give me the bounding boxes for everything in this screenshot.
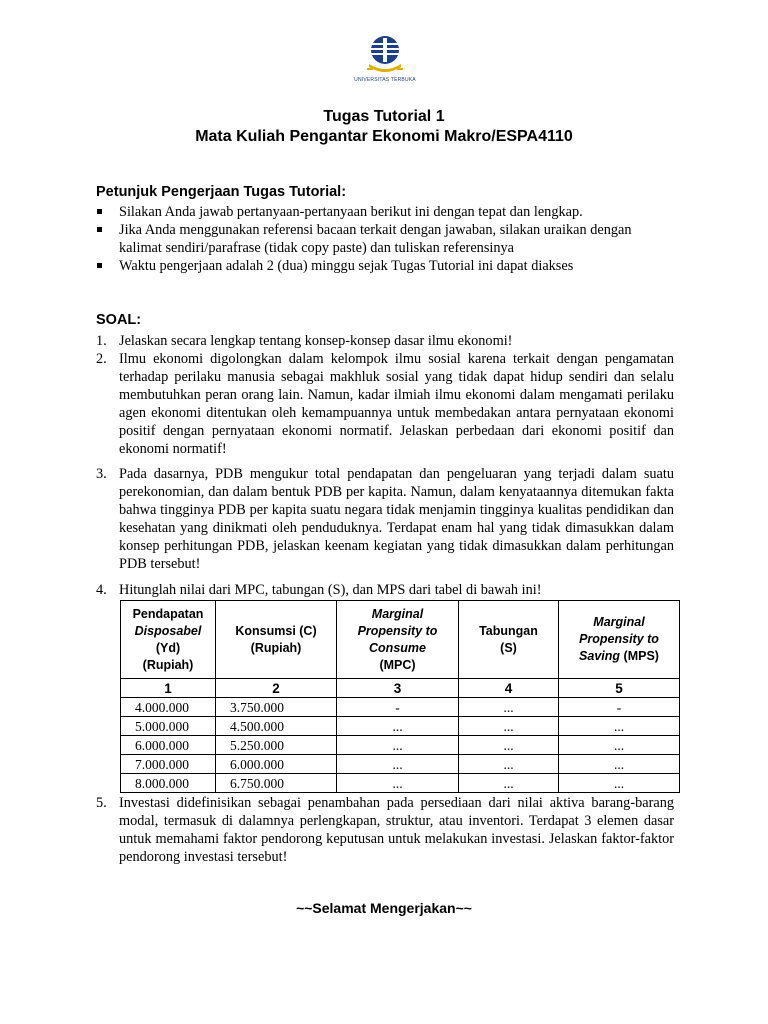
table-header-row: [121, 601, 680, 679]
header-disposable-income: Pendapatan Disposabel (Yd) (Rupiah): [121, 601, 216, 679]
instructions-list: [96, 203, 676, 275]
question-number: 3.: [96, 466, 107, 482]
question-2: [96, 350, 674, 458]
question-3: [96, 465, 674, 573]
question-text: Investasi didefinisikan sebagai penambahan pada persediaan dari nilai aktiva barang-barang modal, termasuk di dalamnya perlengkapan, struktur, atau inventori. Terdapat 3 elemen dasar untuk memahami faktor pendorong keputusan untuk melakukan investasi. Jelaskan faktor-faktor pendorong investasi tersebut!: [119, 795, 674, 865]
closing-text: ~~Selamat Mengerjakan~~: [296, 900, 472, 916]
instructions-heading: Petunjuk Pengerjaan Tugas Tutorial:: [96, 184, 347, 200]
question-number: 4.: [96, 582, 107, 598]
header-mps: Marginal Propensity to Saving (MPS): [559, 601, 680, 679]
question-5: [96, 794, 674, 866]
page-title: Tugas Tutorial 1: [323, 108, 445, 125]
question-1: [96, 332, 674, 350]
header-savings: Tabungan (S): [459, 601, 559, 679]
consumption-table: [120, 600, 680, 793]
question-text: Ilmu ekonomi digolongkan dalam kelompok ilmu sosial karena terkait dengan pengamatan terhadap perilaku manusia sebagai makhluk sosial yang tidak dapat hidup sendiri dan selalu membutuhkan peran orang lain. Namun, kadar ilmiah ilmu ekonomi dalam mengamati perilaku agen ekonomi ditentukan oleh kemampuannya untuk membedakan antara pernyataan ekonomi positif dengan pernyataan ekonomi normatif. Jelaskan perbedaan dari ekonomi positif dan ekonomi normatif!: [119, 351, 674, 457]
question-4: [96, 581, 674, 599]
list-item: Silakan Anda jawab pertanyaan-pertanyaan berikut ini dengan tepat dan lengkap.: [96, 203, 676, 221]
logo-emblem-icon: [353, 34, 417, 78]
question-text: Hitunglah nilai dari MPC, tabungan (S), dan MPS dari tabel di bawah ini!: [119, 582, 542, 598]
page-subtitle: Mata Kuliah Pengantar Ekonomi Makro/ESPA4110: [195, 128, 573, 145]
question-text: Jelaskan secara lengkap tentang konsep-konsep dasar ilmu ekonomi!: [119, 333, 513, 349]
list-item: Jika Anda menggunakan referensi bacaan terkait dengan jawaban, silakan uraikan dengan kalimat sendiri/parafrase (tidak copy paste) dan tuliskan referensinya: [96, 221, 676, 257]
table-column-number-row: 1 2 3 4 5: [121, 679, 680, 698]
logo-caption: UNIVERSITAS TERBUKA: [354, 77, 416, 83]
header-consumption: Konsumsi (C) (Rupiah): [216, 601, 337, 679]
question-text: Pada dasarnya, PDB mengukur total pendapatan dan pengeluaran yang terjadi dalam suatu perekonomian, dan dalam bentuk PDB per kapita. Namun, dalam kenyataannya ditemukan fakta bahwa tingginya PDB per kapita suatu negara tidak menjamin tingginya kualitas pendidikan dan kesehatan yang dinikmati oleh penduduknya. Terdapat enam hal yang tidak dimasukkan dalam konsep perhitungan PDB, jelaskan keenam kegiatan yang tidak dimasukkan dalam perhitungan PDB tersebut!: [119, 466, 674, 572]
questions-heading: SOAL:: [96, 312, 142, 328]
table-row: 7.000.000 6.000.000 ... ... ...: [121, 755, 680, 774]
table-row: 5.000.000 4.500.000 ... ... ...: [121, 717, 680, 736]
question-number: 5.: [96, 795, 107, 811]
question-number: 1.: [96, 333, 107, 349]
table-row: 8.000.000 6.750.000 ... ... ...: [121, 774, 680, 793]
list-item: Waktu pengerjaan adalah 2 (dua) minggu sejak Tugas Tutorial ini dapat diakses: [96, 257, 676, 275]
question-number: 2.: [96, 351, 107, 367]
university-logo: [353, 34, 417, 84]
header-mpc: Marginal Propensity to Consume (MPC): [337, 601, 459, 679]
table-row: 6.000.000 5.250.000 ... ... ...: [121, 736, 680, 755]
table-row: 4.000.000 3.750.000 - ... -: [121, 698, 680, 717]
